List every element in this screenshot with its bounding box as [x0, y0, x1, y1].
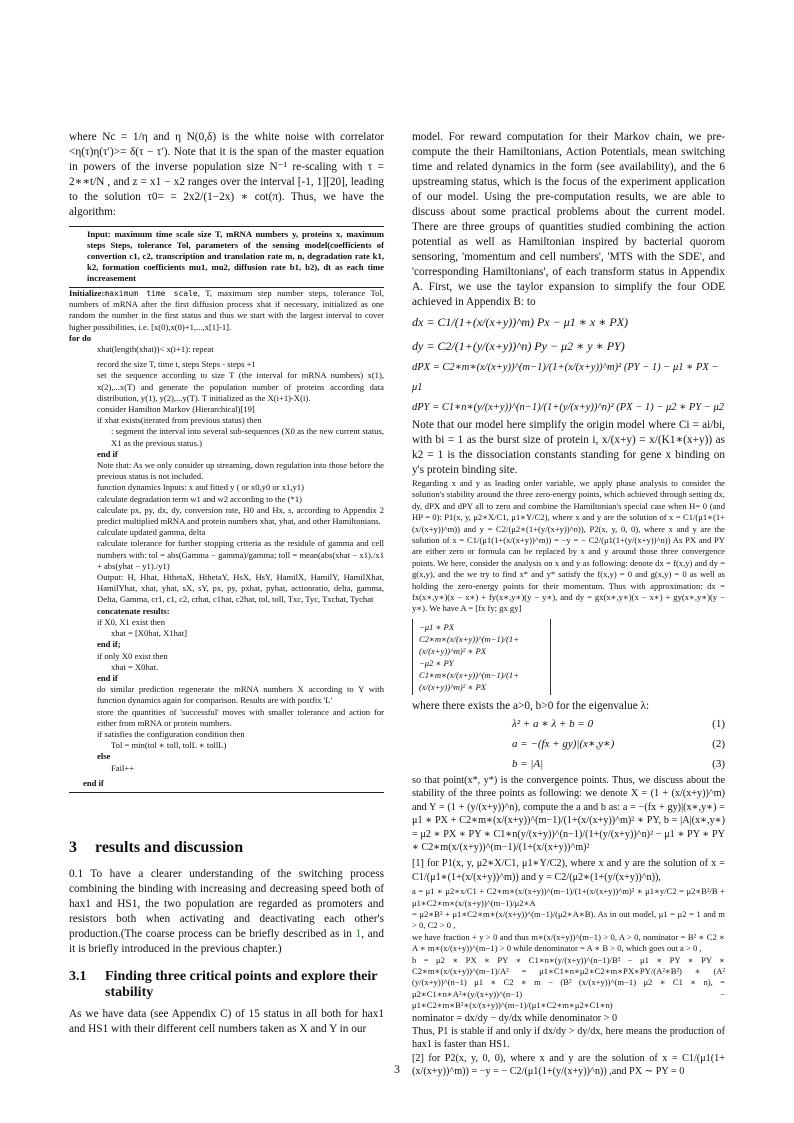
algorithm-if-x0: if only X0 exist then [97, 650, 168, 661]
page-number: 3 [394, 1064, 400, 1076]
algorithm-fail: Fail++ [111, 762, 135, 773]
nominator-line: nominator = dx/dy − dy/dx while denominator > 0 [412, 1012, 618, 1024]
stability-analysis-text: Regarding x and y as leading order variable, we apply phase analysis to consider the solution's stability around the three zero-energy points, which achieved through setting dx, dy, dPX and dPY all to zero and combine the Hamiltonian's special case when H= 0 (and HP = 0): P1(x, y, μ2∗X/C1, μ1∗Y/C2), where x and y are the solution of x = C1/(μ1∗(1+(x/(x+y))^m)) and y = C2/(μ2∗(1+(y/(x+y))^n)), P2(x, y, 0, 0), where x and y are the solution of x = C1/(μ1(1+(x/(x+y))^m)) = −y = − C2/(μ1(1+(y/(x+y))^n)) As PX and PY are either zero or formula can be replaced by x and y around those three convergence points. We here, consider the analysis on x and y as following: denote dx = f(x,y) and dy = g(x,y), and the we try to find x* and y* satisfy the f(x,y) = 0 and g(x,y) = 0 as well as holding the zero-energy points for their momentum. Thus with approximation: dx = fx(x∗,y∗)(x − x∗) + fy(x∗,y∗)(y − y∗), and dy = gx(x∗,y∗)(x − x∗) + gy(x∗,y∗)(y − y∗). We have A = [fx fy; gx gy] [412, 478, 725, 614]
algorithm-store: store the quantities of 'successful' moves with smaller tolerance and action for either from mRNA or protein numbers. [97, 706, 384, 728]
subsection-3-1-paragraph: As we have data (see Appendix C) of 15 status in all both for hax1 and HS1 with their different cell numbers taken as X and Y in our [69, 1007, 384, 1035]
equation-1-body: λ² + a ∗ λ + b = 0 [512, 717, 594, 730]
p2-intro: [2] for P2(x, y, 0, 0), where x and y are the solution of x = C1/(μ1(1+(x/(x+y))^m)) = −y = − C2/(μ1(1+(y/(x+y))^n)) ,and PX ∼ PY = 0 [412, 1052, 725, 1078]
subsection-3-1-number: 3.1 [69, 968, 87, 984]
left-column [69, 130, 384, 1037]
algorithm-set-sequence: set the sequence according to size T (the interval for mRNA numbers) x(1), x(2),...x(T) and generate the population number of proteins according data distribution, y(1), y(2),...y(T). T initialized as the X(i+1)-X(i). [97, 370, 384, 403]
init-label: Initialize: [69, 288, 105, 298]
p1-stable-paragraph: Thus, P1 is stable if and only if dx/dy > dy/dx, here means the production of hax1 is faster than HS1. [412, 1026, 725, 1051]
model-note-paragraph: Note that our model here simplify the origin model where Ci = ai/bi, with bi = 1 as the burst size of protein i, x/(x+y) = x/(K1∗(x+y)) as k2 = 1 is the dissociation constants standing for gene x binding on y's protein binding site. [412, 419, 725, 476]
right-intro-paragraph: model. For reward computation for their Markov chain, we pre-compute the their Hamiltonians, Action Potentials, mean switching time and related dynamics in the form (see availability), and the 6 upstreaming status, which is the focus of the experiment application of our model. Using the pre-computation results, we are able to discuss about some practical problems about the current model. There are three groups of quantities studied combining the action potential as well as Hamiltonian inspired by bacterial quorom sensoring, 'momentum and cell numbers', 'MTS with the SDE', and 'corresponding Hamiltonians', of each transform status in Appendix A. First, we use the taylor expansion to simplify the four ODE achieved in Appendix B: to [412, 131, 725, 308]
section-3-paragraph [69, 867, 384, 957]
algorithm-xhat-both: xhat = [X0hat, X1hat] [111, 628, 187, 639]
algorithm-do-similar: do similar prediction regenerate the mRNA numbers X according to Y with function dynamics again for comparison. Results are with postfix 'L' [97, 684, 384, 706]
p1-a-equation: a = μ1 ∗ μ2∗x/C1 + C2∗m∗(x/(x+y))^(m−1)/(1+(x/(x+y))^m)² ∗ μ1∗y/C2 = μ2∗B²/B + μ1∗C2∗m∗(x/(x+y))^(m−1)/μ2∗A [412, 886, 725, 908]
algorithm-concat: concatenate results: [97, 605, 170, 616]
algorithm-note: Note that: As we only consider up streaming, down regulation into those before the previous status is not included. [97, 460, 384, 482]
equation-2-number: (2) [712, 737, 725, 750]
equation-dpx: dPX = C2∗m∗(x/(x+y))^(m−1)/(1+(x/(x+y))^m)² (PY − 1) − μ1 ∗ PX − μ1 [412, 362, 719, 393]
equation-1 [412, 714, 725, 734]
subsection-3-1-title: Finding three critical points and explore their stability [105, 968, 378, 1000]
algorithm-function-inputs: function dynamics Inputs: x and fitted y ( or x0,y0 or x1,y1) [97, 482, 304, 493]
algorithm-box [69, 226, 384, 793]
algorithm-output: Output: H, Hhat, HthetaX, HthetaY, HsX, HsY, HamilX, HamilY, HamilXhat, HamilYhat, xhat, yhat, sX, sY, px, py, pxhat, pyhat, actionratio, delta, gamma, Delta, Gamma, cr1, c1, c2, crhat, c1hat, c2hat, tol, toll, Txc, Tyc, Txchat, Tychat [97, 572, 384, 605]
equation-3-body: b = |A| [512, 757, 544, 770]
algorithm-end-if-2: end if; [97, 639, 121, 650]
convergence-paragraph: so that point(x*, y*) is the convergence points. Thus, we discuss about the stability of the three points as following: we denote X = (1 + (x/(x+y))^m) and Y = (1 + (y/(x+y))^n), compute the a and b as: a = −(fx + gy)|(x∗,y∗) = μ1 ∗ PX + C2∗m∗(x/(x+y))^(m−1)/(1+(x/(x+y))^m)² ∗ PY, b = |A|(x∗,y∗) = μ2 ∗ PX ∗ PY ∗ C1∗n(y/(x+y))^(n−1)/(1+(y/(x+y))^n)² − μ1 ∗ PY ∗ PY ∗ C2∗m(x/(x+y))^(m−1)/(1+(x/(x+y))^m)² [412, 774, 725, 853]
left-intro-paragraph: where Nc = 1/η and η N(0,δ) is the white noise with correlator <η(τ)η(τ′)>= δ(τ − τ′). Note that it is the span of the master equation in powers of the inverse population size N⁻¹ re-scaling with τ = 2∗∗t/N , and z = x1 − x2 ranges over the interval [-1, 1][20], leading to the solution τ0= = 2x2/(1−2x) ∗ cot(π). Thus, we have the algorithm: [69, 131, 384, 218]
algorithm-end-if-4: end if [83, 777, 104, 788]
p1-a-continued: = μ2∗B² + μ1∗C2∗m∗(x/(x+y))^(m−1)/(μ2∗A∗B). As in out model, μ1 = μ2 = 1 and m > 0, C2 > 0 , [412, 908, 725, 931]
p1-b-equation: b = μ2 ∗ PX ∗ PY ∗ C1∗n∗(y/(x+y))^(n−1)/B² − μ1 ∗ PY ∗ PY ∗ C2∗m∗(x/(x+y))^(m−1)/A² = μ1∗C1∗n∗μ2∗C2∗m∗PX∗PY/(A²∗B²) ∗ (A² (y/(x+y))^(n−1) μ1 ∗ C2 ∗ m − (B² (x/(x+y))^(m−1) μ2 ∗ C1 ∗ n), = μ2∗C1∗n∗A²∗(y/(x+y))^(n−1) − μ1∗C2∗m∗B²∗(x/(x+y))^(m−1)/(μ1∗C2∗m∗μ2∗C1∗n) [412, 954, 725, 1011]
algorithm-if-xhat: if xhat exists(iterated from previous status) then [97, 415, 262, 426]
section-3-title: results and discussion [95, 838, 244, 856]
algorithm-consider: consider Hamilton Markov (Hierarchical)[19] [97, 404, 255, 415]
algorithm-if-x0x1: if X0, X1 exist then [97, 616, 166, 627]
right-column [412, 130, 725, 1079]
algorithm-repeat: xhat(length(xhat))< x(i+1): repeat [97, 344, 214, 355]
equation-dx: dx = C1/(1+(x/(x+y))^m) Px − μ1 ∗ x ∗ PX) [412, 315, 629, 329]
p1-thus: we have fraction + y > 0 and thus m∗(x/(x+y))^(m−1) > 0, A > 0, nominator = B² ∗ C2 ∗ A ∗ m∗(x/(x+y))^(m−1) > 0 while denominator = A ∗ B > 0, which goes out a > 0 , [412, 931, 725, 954]
subsection-3-1-heading [69, 969, 384, 1001]
jacobian-matrix [412, 619, 551, 695]
matrix-row-2: −μ2 ∗ PY C1∗m∗(x/(x+y))^(m−1)/(1+(x/(x+y))^m)² ∗ PX [419, 657, 519, 692]
algorithm-input: Input: maximum time scale size T, mRNA numbers y, proteins x, maximum steps Steps, tolerance Tol, parameters of the sensing model(coefficients of convertion c1, c2, transcription and translation rate m, n, degradation rate k1, k2, formation coefficients mu1, mu2, diffusion rate b1, b2), dt as each time increasement [69, 229, 384, 288]
algorithm-calc-gamma: calculate updated gamma, delta [97, 527, 206, 538]
section-3-number: 3 [69, 838, 77, 856]
section-3-text-a: 0.1 To have a clearer understanding of the switching process combining the binding with increasing and decreasing speed both of hax1 and HS1, the two population are regarded as promoters and resistors both when activating and deactivating each other's production.(The coarse process can be briefly described as in [69, 867, 384, 940]
equation-3-number: (3) [712, 757, 725, 770]
algorithm-calc-w: calculate degradation term w1 and w2 according to the (*1) [97, 493, 302, 504]
algorithm-tol-min: Tol = min(tol ∗ toll, tolL ∗ tollL) [111, 740, 227, 751]
algorithm-if-satisfies: if satisfies the configuration condition then [97, 728, 245, 739]
algorithm-for-do: for do [69, 332, 92, 343]
algorithm-calc-tol: calculate tolerance for further stopping criteria as the residule of gamma and cell numbers with: tol = abs(Gamma − gamma)/gamma; toll = mean(abs(xhat − x1)./x1 + abs(yhat − y1)./y1) [97, 538, 384, 571]
algorithm-segment: : segment the interval into several sub-sequences (X0 as the new current status, X1 as the previous status.) [111, 426, 384, 448]
init-mono: maximum time scale [104, 289, 198, 298]
equation-2-body: a = −(fx + gy)|(x∗,y∗) [512, 737, 615, 750]
algorithm-end-if-3: end if [97, 672, 118, 683]
algorithm-end-if-1: end if [97, 448, 118, 459]
equation-dpy: dPY = C1∗n∗(y/(x+y))^(n−1)/(1+(y/(x+y))^n)² (PX − 1) − μ2 ∗ PY − μ2 [412, 402, 725, 413]
matrix-row-1: −μ1 ∗ PX C2∗m∗(x/(x+y))^(m−1)/(1+(x/(x+y))^m)² ∗ PX [419, 621, 519, 656]
init-text: , T, maximum step number steps, tolerance Tol, numbers of mRNA after the first diffusion process xhat if necessary, initialized as one random the number in the first status and thus we start with the largest interval to cover higher possibilities, i.e. [x(0),x(0)+1,...,x[1]-1]. [69, 288, 384, 332]
algorithm-calc-px: calculate px, py, dx, dy, conversion rate, H0 and Hx, s, according to Appendix 2 predict multiplied mRNA and protein numbers xhat, yhat, and other Hamiltonians. [97, 504, 384, 527]
equation-1-number: (1) [712, 717, 725, 730]
equation-dy: dy = C2/(1+(y/(x+y))^n) Py − μ2 ∗ y ∗ PY) [412, 339, 625, 353]
equation-3 [412, 754, 725, 774]
equation-2 [412, 734, 725, 754]
algorithm-else: else [97, 751, 111, 762]
p1-intro: [1] for P1(x, y, μ2∗X/C1, μ1∗Y/C2), where x and y are the solution of x = C1/(μ1∗(1+(x/(x+y))^m)) and y = C2/(μ2∗(1+(y/(x+y))^n)), [412, 858, 725, 883]
algorithm-record: record the size T, time t, steps Steps - steps +1 [97, 359, 256, 370]
figure-citation-link[interactable]: 1 [355, 927, 362, 940]
algorithm-initialize [69, 288, 384, 333]
section-3-text-b: , and it is briefly introduced in the previous chapter.) [69, 927, 384, 955]
section-3-heading [69, 839, 384, 857]
eigenvalue-intro: where there exists the a>0, b>0 for the eigenvalue λ: [412, 699, 650, 712]
algorithm-xhat-x0: xhat = X0hat. [111, 661, 159, 672]
